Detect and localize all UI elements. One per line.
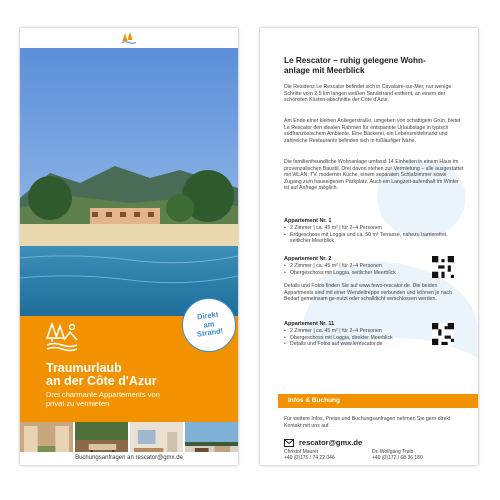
- details-paragraph: Details und Fotos finden Sie auf www.fewo-rescator.de. Die beiden Appartments sind mit einer Wendeltreppe verbunden und können je nach Bedarf gemeinsam ge-nutzt oder schalldicht verschlossen werden.: [284, 283, 453, 303]
- contact-paragraph: Für weitere Infos, Preise und Buchungsanfragen nehmen Sie gern direkt Kontakt mit uns auf.: [284, 416, 451, 429]
- list-item: • Details und Fotos auf www.lerescator.de: [284, 341, 434, 348]
- email-row[interactable]: [284, 438, 362, 447]
- contact-person-2: Dr. Wolfgang Treib +49 (0)172 / 68 36 180: [372, 449, 423, 462]
- facility-paragraph: Die familienfreundliche Wohnanlage umfasst 14 Einheiten in einem Haus im provenzalischen Baustil. Drei davon stehen zur Vermietung – alle ausgestattet mit WLAN, TV, moderner Küche, einem separaten Schlafzimmer sowie Zugang zum hauseigenen Parkplatz. Auch ein Langzeit-aufenthalt im Winter ist auf Anfrage möglich.: [284, 159, 464, 192]
- apartment-1-heading: Appartement Nr. 1: [284, 218, 332, 224]
- contact-person-1: Christof Maurer +49 (0)175 / 74 22 046: [284, 449, 335, 462]
- coastal-photo: [20, 48, 238, 316]
- apartment-11-details: [284, 328, 434, 348]
- back-headline: Le Rescator – ruhig gelegene Wohn- anlage mit Meerblick: [284, 56, 426, 75]
- flyer-subheadline: Drei charmante Appartements von privat zu vermieten: [46, 390, 160, 408]
- list-item: • 2 Zimmer | ca. 45 m² | für 2–4 Personen: [284, 225, 464, 232]
- email-address[interactable]: rescator@gmx.de: [299, 438, 363, 447]
- apartment-2-heading: Appartement Nr. 2: [284, 256, 332, 262]
- list-item: • 2 Zimmer | ca. 45 m² | für 2–4 Personen: [284, 263, 434, 270]
- info-booking-bar: Infos & Buchung: [278, 394, 478, 408]
- beach-badge: Direkt am Strand!: [179, 295, 238, 356]
- trees-logo-icon: [122, 32, 136, 44]
- flyer-headline: Traumurlaub an der Côte d'Azur: [46, 361, 157, 388]
- qr-code-icon[interactable]: [432, 256, 454, 278]
- list-item: • Obergeschoss mit Loggia, seitlicher Meerblick: [284, 270, 434, 277]
- trees-mountain-sea-logo-icon: [46, 322, 78, 352]
- flyer-back: [260, 28, 478, 465]
- apartment-11-heading: Appartement Nr. 11: [284, 321, 335, 327]
- envelope-icon: [284, 439, 294, 447]
- apartment-2-details: [284, 263, 434, 276]
- top-logo-strip: [20, 28, 238, 48]
- list-item: • Obergeschoss mit Loggia, direkter Meerblick: [284, 335, 434, 342]
- booking-footer: Buchungsanfragen an rescator@gmx.de: [20, 452, 238, 465]
- intro-paragraph: Die Residenz Le Rescator befindet sich in Cavalaire-sur-Mer, nur wenige Schritte vom 2,5 km langen weißen Sandstrand entfernt, an einem der schönsten Küsten-abschnitte der Côte d'Azur.: [284, 84, 452, 104]
- list-item: • 2 Zimmer | ca. 45 m² | für 2–4 Personen: [284, 328, 434, 335]
- flyer-front: [20, 28, 238, 465]
- location-paragraph: Am Ende einer kleinen Anliegerstraße, umgeben von schattigem Grün, bietet Le Rescator den idealen Rahmen für entspannte Urlaubstage in typisch südfranzösischem Ambiente. Eine Bäckerei, ein Lebensmittelmarkt und zahlreiche Restaurants befinden sich in fußläufiger Nähe.: [284, 118, 461, 144]
- apartment-1-details: [284, 225, 464, 245]
- qr-code-icon[interactable]: [432, 323, 454, 345]
- list-item: • Erdgeschoss mit Loggia und ca. 50 m² Terrasse, nahezu barrierefrei, seitlicher Meerblick: [284, 232, 464, 245]
